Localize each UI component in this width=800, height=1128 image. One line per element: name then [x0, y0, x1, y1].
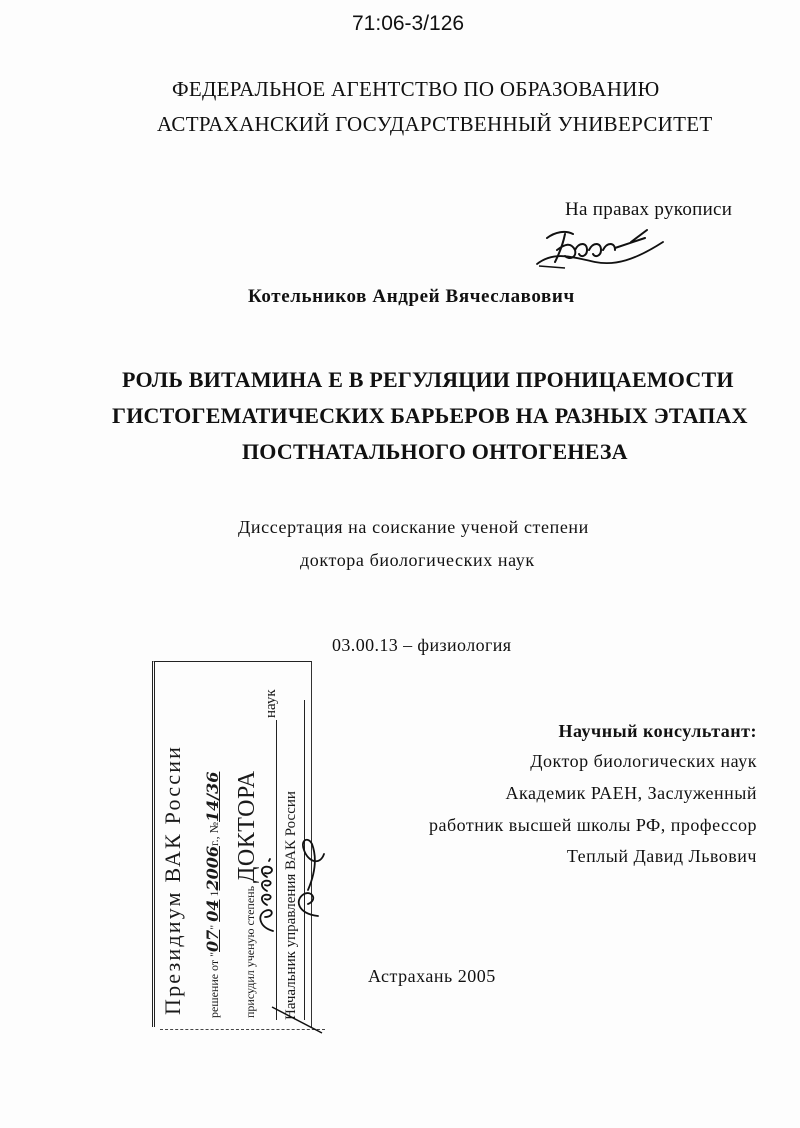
stamp-decision-number: 14/36: [203, 771, 222, 822]
consultant-heading: Научный консультант:: [558, 721, 757, 741]
dissertation-title-line-1: РОЛЬ ВИТАМИНА Е В РЕГУЛЯЦИИ ПРОНИЦАЕМОСТИ: [122, 367, 734, 392]
stamp-head-signature-icon: [288, 830, 328, 920]
stamp-awarded-prefix: присудил ученую степень: [243, 882, 257, 1018]
consultant-line-2: Академик РАЕН, Заслуженный: [505, 783, 757, 803]
stamp-decision-year-prefix: 1: [207, 890, 221, 900]
stamp-decision-prefix: решение от ": [207, 951, 221, 1018]
stamp-title: Президиум ВАК России: [160, 744, 185, 1015]
consultant-line-1: Доктор биологических наук: [530, 751, 757, 771]
dissertation-title-line-3: ПОСТНАТАЛЬНОГО ОНТОГЕНЕЗА: [242, 439, 628, 464]
consultant-line-3: работник высшей школы РФ, профессор: [428, 815, 757, 835]
specialty-code: 03.00.13 – физиология: [332, 635, 512, 655]
stamp-decision-number-prefix: г., №: [207, 821, 221, 846]
stamp-decision-mid: ": [207, 921, 221, 930]
city-year: Астрахань 2005: [368, 966, 496, 986]
stamp-decision-month: 04: [203, 899, 222, 922]
stamp-decision-line: [203, 772, 222, 1018]
university-name: АСТРАХАНСКИЙ ГОСУДАРСТВЕННЫЙ УНИВЕРСИТЕТ: [157, 112, 713, 136]
stamp-field-suffix: наук: [263, 689, 279, 718]
author-name: Котельников Андрей Вячеславович: [248, 286, 575, 307]
stamp-awarded-degree: ДОКТОРА: [234, 770, 260, 883]
agency-name: ФЕДЕРАЛЬНОЕ АГЕНТСТВО ПО ОБРАЗОВАНИЮ: [172, 77, 660, 101]
dissertation-title-line-2: ГИСТОГЕМАТИЧЕСКИХ БАРЬЕРОВ НА РАЗНЫХ ЭТАПАХ: [112, 403, 748, 428]
manuscript-rights-note: На правах рукописи: [565, 199, 733, 220]
stamp-decision-year: 2006: [203, 845, 222, 891]
author-signature-icon: [535, 220, 685, 275]
degree-line-1: Диссертация на соискание ученой степени: [238, 517, 589, 537]
stamp-corner-line: [270, 1005, 330, 1035]
stamp-decision-day: 07: [203, 929, 222, 952]
consultant-name: Теплый Давид Львович: [566, 846, 757, 866]
registry-code: 71:06-3/126: [352, 12, 465, 35]
stamp-field-underline: [276, 720, 277, 1020]
stamp-head-title: Начальник управления ВАК России: [283, 791, 299, 1020]
degree-line-2: доктора биологических наук: [300, 550, 535, 570]
